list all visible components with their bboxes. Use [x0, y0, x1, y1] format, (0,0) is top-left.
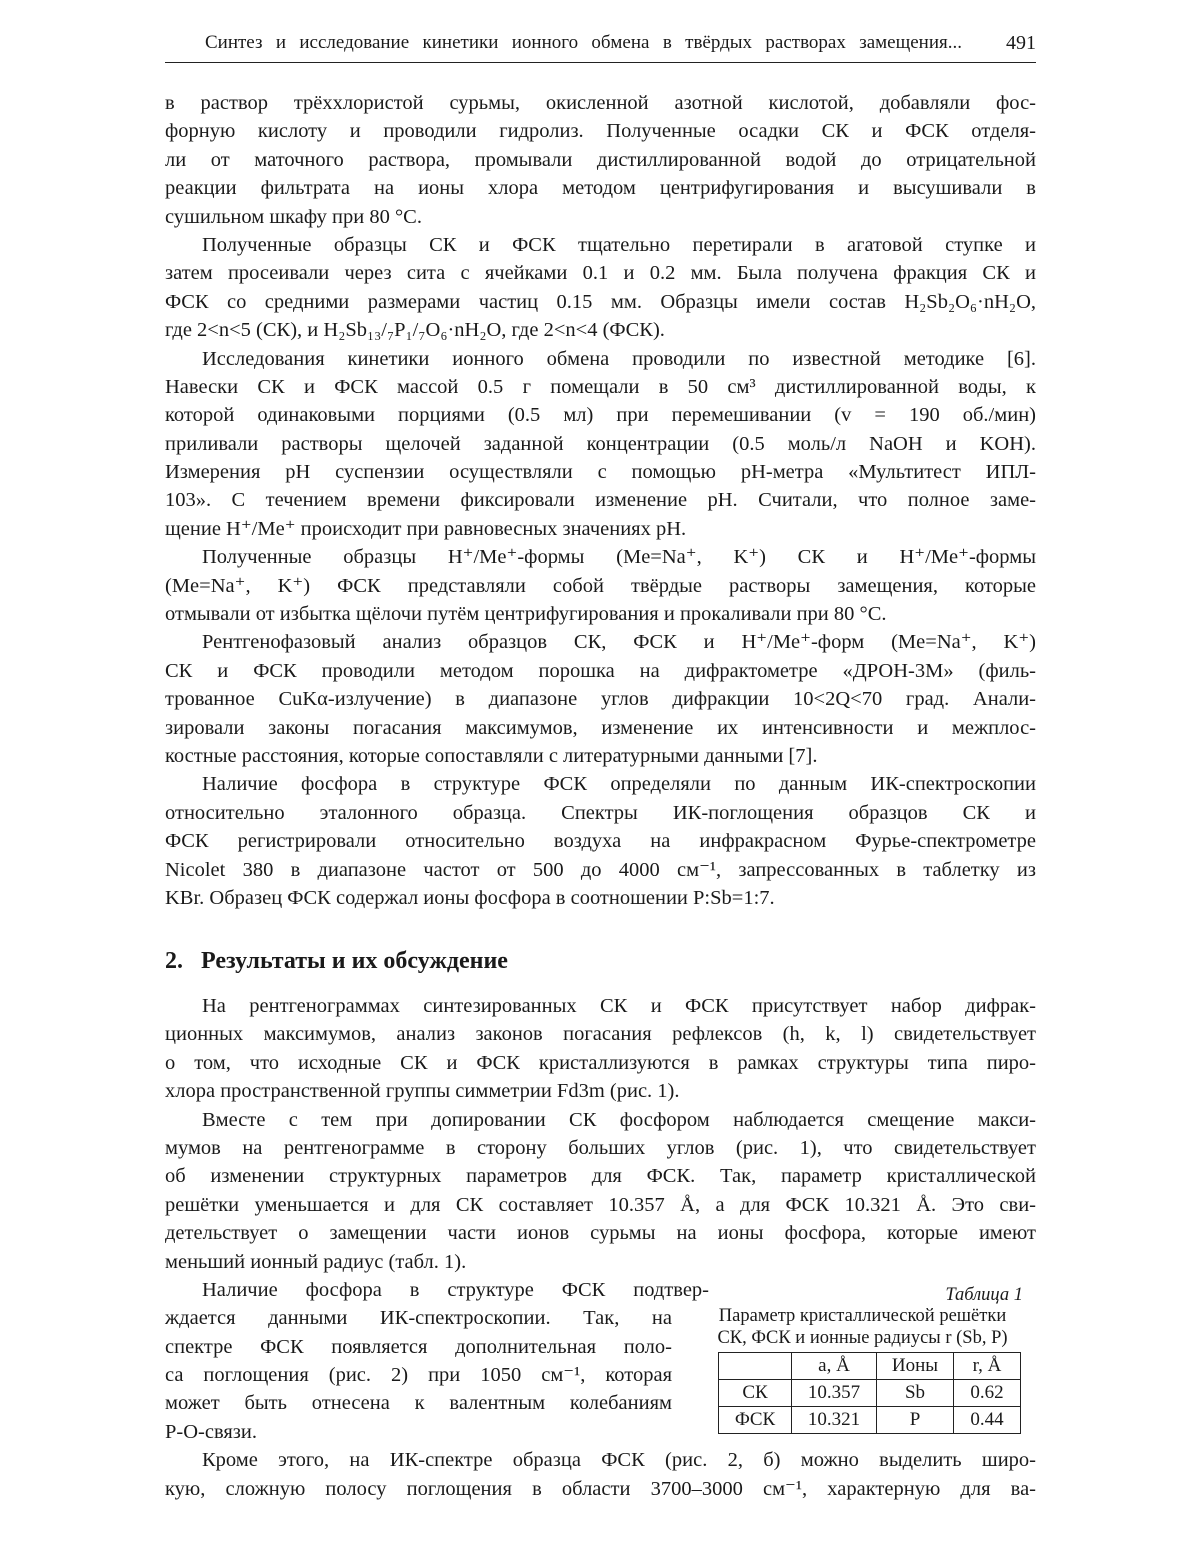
table-header-cell: [719, 1353, 792, 1380]
paragraph-line: форную кислоту и проводили гидролиз. Полученные осадки СК и ФСК отделя-: [165, 117, 1036, 145]
paragraph-line: приливали растворы щелочей заданной концентрации (0.5 моль/л NaOH и KOH).: [165, 430, 1036, 458]
paragraph-line: 103». С течением времени фиксировали изменение pH. Считали, что полное заме-: [165, 486, 1036, 514]
paragraph-line: которой одинаковыми порциями (0.5 мл) при перемешивании (v = 190 об./мин): [165, 401, 1036, 429]
section-number: 2.: [165, 948, 183, 974]
table-header-cell: a, Å: [792, 1353, 877, 1380]
paragraph-line: Рентгенофазовый анализ образцов СК, ФСК и H⁺/Me⁺-форм (Me=Na⁺, K⁺): [165, 628, 1036, 656]
paragraph-line: спектре ФСК появляется дополнительная поло-: [165, 1333, 672, 1361]
paragraph-line: Наличие фосфора в структуре ФСК подтвер-: [165, 1276, 709, 1304]
paragraph-line: Полученные образцы СК и ФСК тщательно перетирали в агатовой ступке и: [165, 231, 1036, 259]
paragraph-line: СК и ФСК проводили методом порошка на дифрактометре «ДРОН-3М» (филь-: [165, 657, 1036, 685]
paragraph-line: Измерения pH суспензии осуществляли с помощью pH-метра «Мультитест ИПЛ-: [165, 458, 1036, 486]
paragraph-line: мумов на рентгенограмме в сторону больших углов (рис. 1), что свидетельствует: [165, 1134, 1036, 1162]
table-caption-line2: СК, ФСК и ионные радиусы r (Sb, P): [690, 1327, 1035, 1349]
running-title: Синтез и исследование кинетики ионного обмена в твёрдых растворах замещения...: [205, 32, 962, 54]
lattice-parameter-table: [718, 1352, 1021, 1434]
table-row: [719, 1407, 1021, 1434]
body-text-methods: [165, 89, 1036, 912]
paragraph-line: P-O-связи.: [165, 1418, 672, 1446]
paragraph-line: реакции фильтрата на ионы хлора методом центрифугирования и высушивали в: [165, 174, 1036, 202]
paragraph-line: об изменении структурных параметров для ФСК. Так, параметр кристаллической: [165, 1162, 1036, 1190]
paragraph-line: Полученные образцы H⁺/Me⁺-формы (Me=Na⁺, K⁺) СК и H⁺/Me⁺-формы: [165, 543, 1036, 571]
paragraph-line: ФСК со средними размерами частиц 0.15 мм. Образцы имели состав H₂Sb₂O₆·nH₂O,: [165, 288, 1036, 316]
page-number: 491: [985, 32, 1036, 55]
paragraph-line: На рентгенограммах синтезированных СК и ФСК присутствует набор дифрак-: [165, 992, 1036, 1020]
paragraph-line: в раствор трёххлористой сурьмы, окисленной азотной кислотой, добавляли фос-: [165, 89, 1036, 117]
paragraph-line: трованное CuKα-излучение) в диапазоне углов дифракции 10<2Q<70 град. Анали-: [165, 685, 1036, 713]
paragraph-line: может быть отнесена к валентным колебаниям: [165, 1389, 672, 1417]
paragraph-line: Навески СК и ФСК массой 0.5 г помещали в 50 см³ дистиллированной воды, к: [165, 373, 1036, 401]
table-cell: Sb: [877, 1380, 954, 1407]
paragraph-line: относительно эталонного образца. Спектры ИК-поглощения образцов СК и: [165, 799, 1036, 827]
table-row: [719, 1380, 1021, 1407]
paragraph-line: кую, сложную полосу поглощения в области 3700–3000 см⁻¹, характерную для ва-: [165, 1475, 1036, 1503]
paragraph-line: ционных максимумов, анализ законов погасания рефлексов (h, k, l) свидетельствует: [165, 1020, 1036, 1048]
paragraph-line: костные расстояния, которые сопоставляли с литературными данными [7].: [165, 742, 1036, 770]
section-title: Результаты и их обсуждение: [201, 948, 508, 974]
paragraph-line: KBr. Образец ФСК содержал ионы фосфора в соотношении P:Sb=1:7.: [165, 884, 1036, 912]
paragraph-line: меньший ионный радиус (табл. 1).: [165, 1248, 1036, 1276]
paragraph-line: са поглощения (рис. 2) при 1050 см⁻¹, которая: [165, 1361, 672, 1389]
header-rule: [165, 62, 1036, 63]
paragraph-line: затем просеивали через сита с ячейками 0.1 и 0.2 мм. Была получена фракция СК и: [165, 259, 1036, 287]
table-cell: ФСК: [719, 1407, 792, 1434]
paragraph-line: ждается данными ИК-спектроскопии. Так, на: [165, 1304, 672, 1332]
paragraph-line: ФСК регистрировали относительно воздуха на инфракрасном Фурье-спектрометре: [165, 827, 1036, 855]
table-header-row: [719, 1353, 1021, 1380]
table-cell: 0.62: [954, 1380, 1021, 1407]
paragraph-line: Кроме этого, на ИК-спектре образца ФСК (рис. 2, б) можно выделить широ-: [165, 1446, 1036, 1474]
paragraph-line: (Me=Na⁺, K⁺) ФСК представляли собой твёрдые растворы замещения, которые: [165, 572, 1036, 600]
paragraph-line: Исследования кинетики ионного обмена проводили по известной методике [6].: [165, 345, 1036, 373]
paragraph-line: Вместе с тем при допировании СК фосфором наблюдается смещение макси-: [165, 1106, 1036, 1134]
paragraph-line: где 2<n<5 (СК), и H₂Sb₁₃/₇P₁/₇O₆·nH₂O, где 2<n<4 (ФСК).: [165, 316, 1036, 344]
table-cell: СК: [719, 1380, 792, 1407]
section-heading: [165, 948, 508, 975]
paragraph-line: зировали законы погасания максимумов, изменение их интенсивности и межплос-: [165, 714, 1036, 742]
paragraph-line: ли от маточного раствора, промывали дистиллированной водой до отрицательной: [165, 146, 1036, 174]
table-header-cell: Ионы: [877, 1353, 954, 1380]
paragraph-line: Наличие фосфора в структуре ФСК определяли по данным ИК-спектроскопии: [165, 770, 1036, 798]
table-label: Таблица 1: [690, 1284, 1035, 1306]
paragraph-line: о том, что исходные СК и ФСК кристаллизуются в рамках структуры типа пиро-: [165, 1049, 1036, 1077]
table-cell: 10.321: [792, 1407, 877, 1434]
paragraph-line: решётки уменьшается и для СК составляет 10.357 Å, а для ФСК 10.321 Å. Это сви-: [165, 1191, 1036, 1219]
table-cell: 10.357: [792, 1380, 877, 1407]
paragraph-line: сушильном шкафу при 80 °С.: [165, 203, 1036, 231]
paragraph-line: Nicolet 380 в диапазоне частот от 500 до 4000 см⁻¹, запрессованных в таблетку из: [165, 856, 1036, 884]
table-header-cell: r, Å: [954, 1353, 1021, 1380]
paragraph-line: детельствует о замещении части ионов сурьмы на ионы фосфора, которые имеют: [165, 1219, 1036, 1247]
table-caption-line1: Параметр кристаллической решётки: [690, 1305, 1035, 1327]
paragraph-line: хлора пространственной группы симметрии Fd3m (рис. 1).: [165, 1077, 1036, 1105]
paragraph-line: щение H⁺/Me⁺ происходит при равновесных значениях pH.: [165, 515, 1036, 543]
paragraph-line: отмывали от избытка щёлочи путём центрифугирования и прокаливали при 80 °С.: [165, 600, 1036, 628]
table-cell: P: [877, 1407, 954, 1434]
table-cell: 0.44: [954, 1407, 1021, 1434]
